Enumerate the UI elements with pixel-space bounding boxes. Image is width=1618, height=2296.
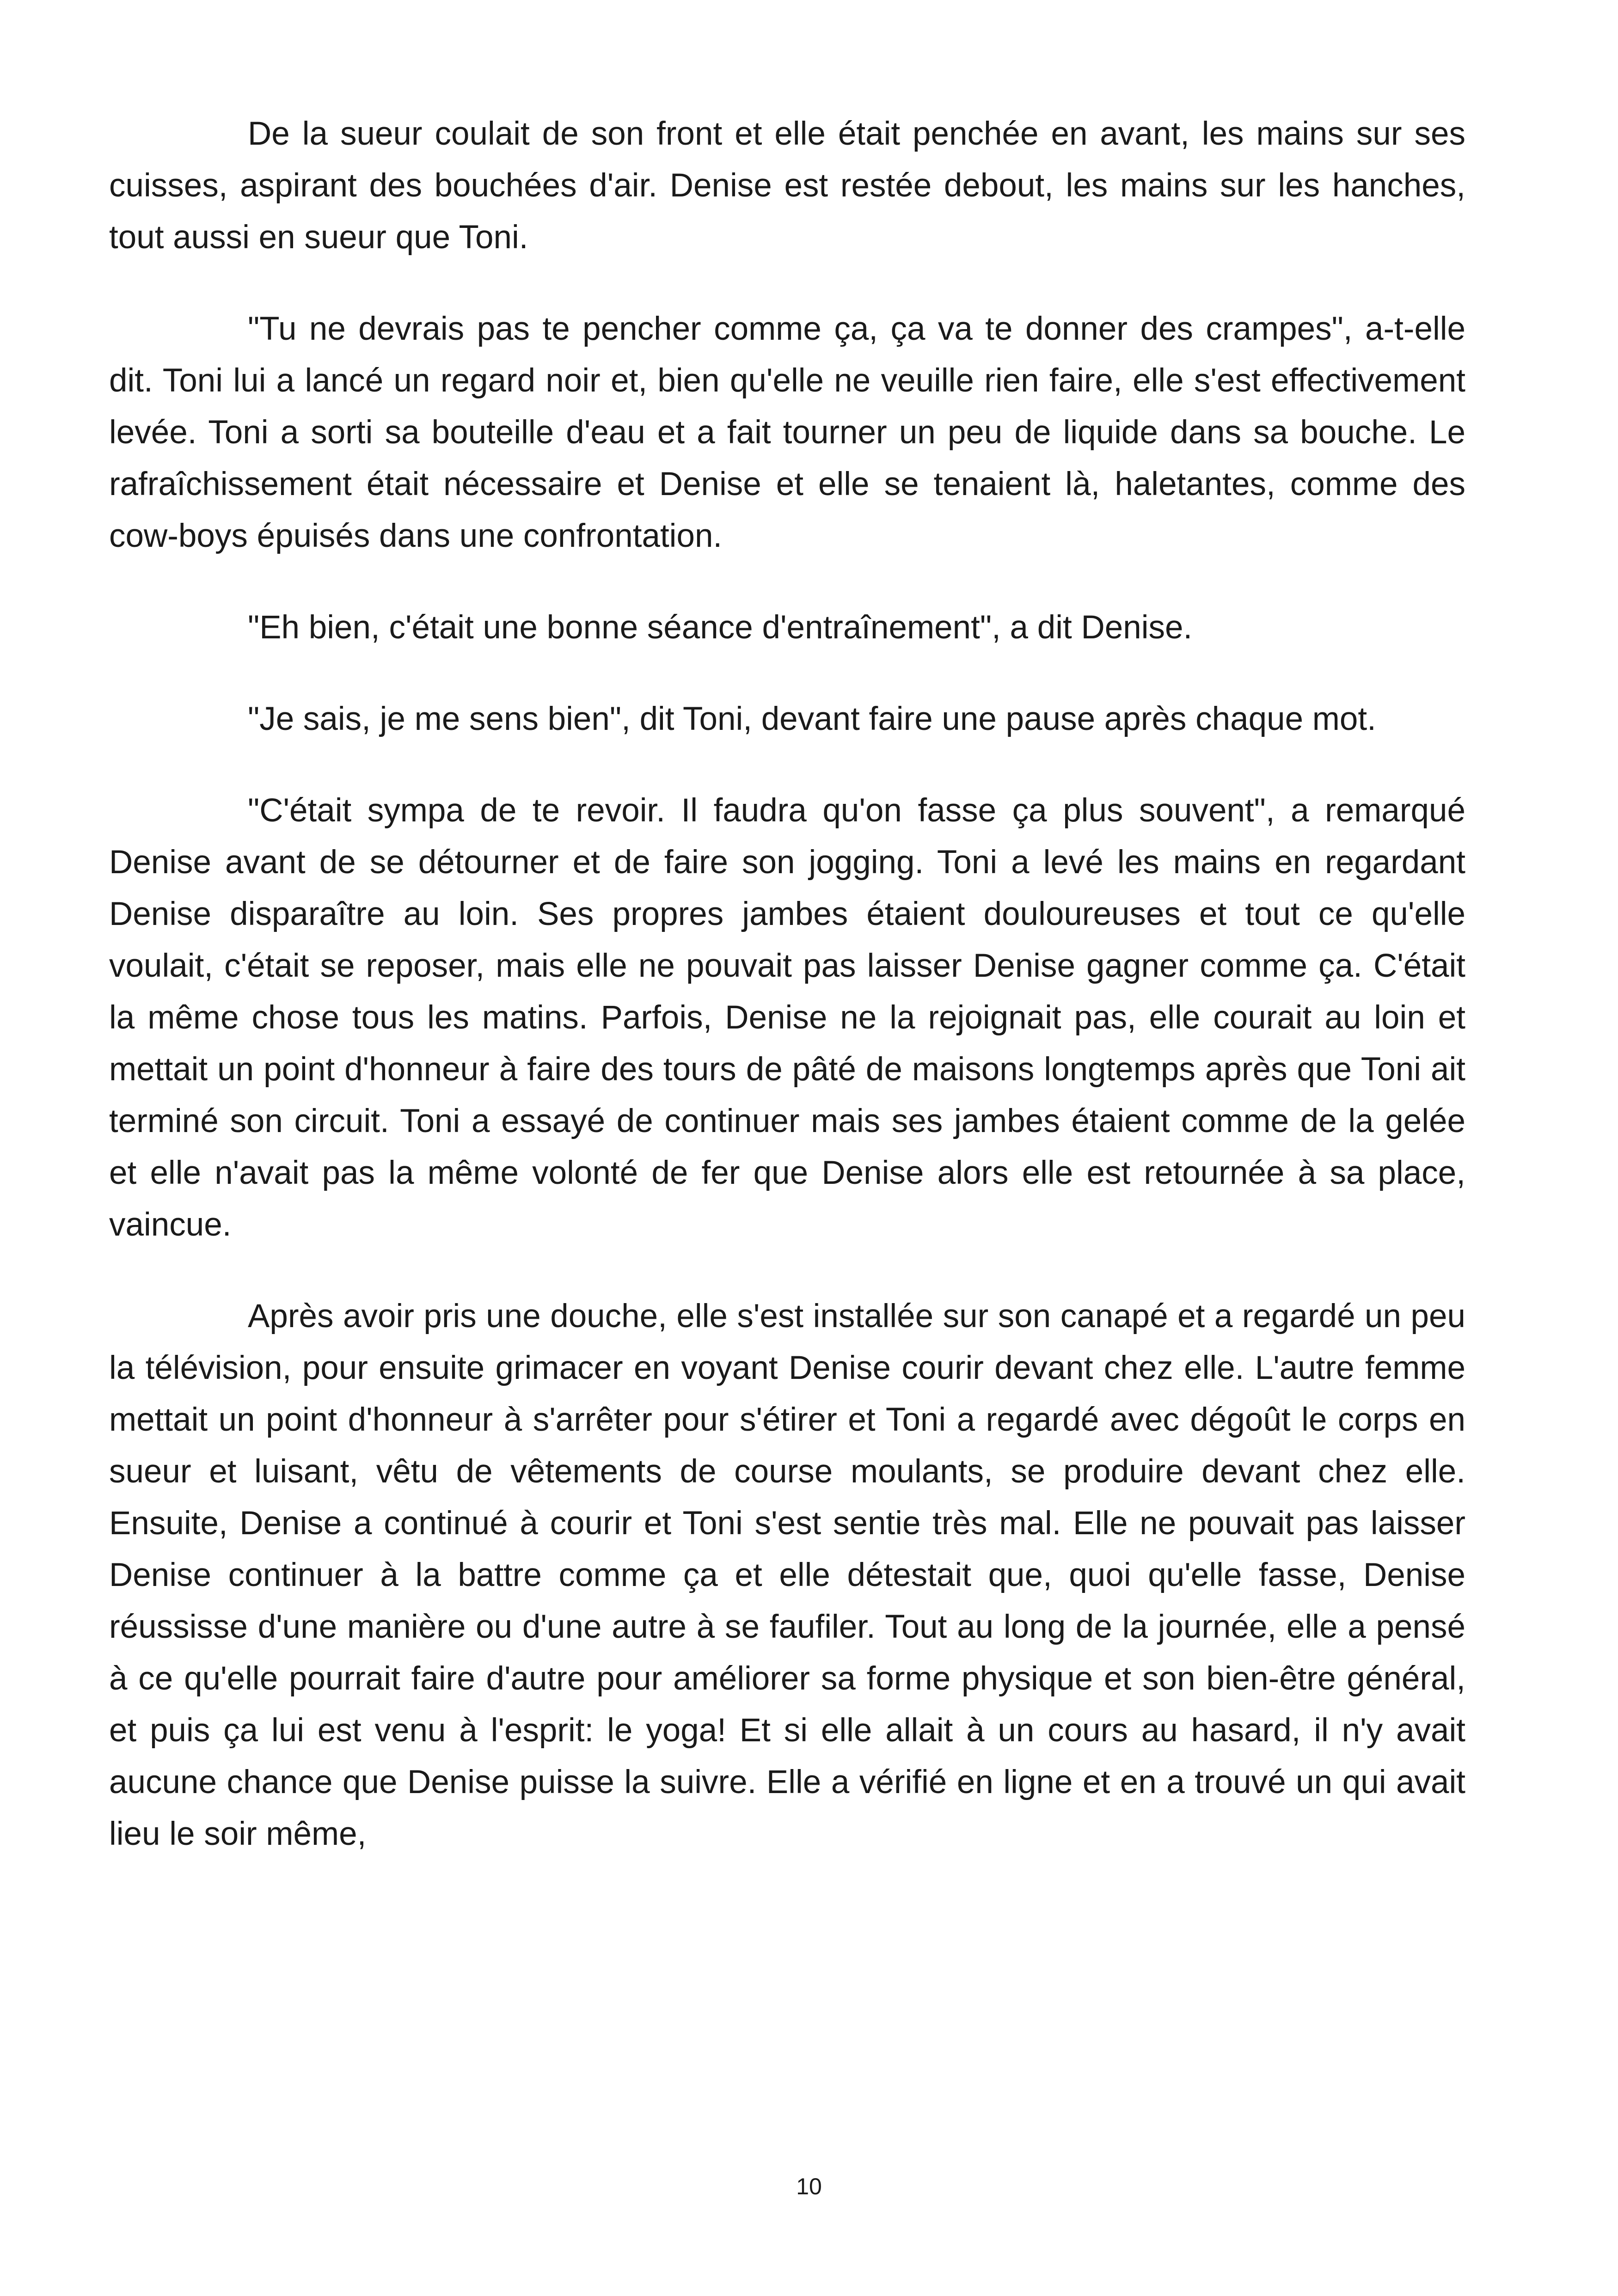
paragraph: "Eh bien, c'était une bonne séance d'entraînement", a dit Denise. (248, 609, 1193, 646)
body-text (109, 108, 1465, 1860)
paragraph: De la sueur coulait de son front et elle était penchée en avant, les mains sur ses cuisses, aspirant des bouchées d'air. Denise est restée debout, les mains sur les hanches, tout aussi en sueur que Toni. (109, 116, 1465, 256)
paragraph: Après avoir pris une douche, elle s'est installée sur son canapé et a regardé un peu la télévision, pour ensuite grimacer en voyant Denise courir devant chez elle. L'autre femme mettait un point d'honneur à s'arrêter pour s'étirer et Toni a regardé avec dégoût le corps en sueur et luisant, vêtu de vêtements de course moulants, se produire devant chez elle. Ensuite, Denise a continué à courir et Toni s'est sentie très mal. Elle ne pouvait pas laisser Denise continuer à la battre comme ça et elle détestait que, quoi qu'elle fasse, Denise réussisse d'une manière ou d'une autre à se faufiler. Tout au long de la journée, elle a pensé à ce qu'elle pourrait faire d'autre pour améliorer sa forme physique et son bien-être général, et puis ça lui est venu à l'esprit: le yoga! Et si elle allait à un cours au hasard, il n'y avait aucune chance que Denise puisse la suivre. Elle a vérifié en ligne et en a trouvé un qui avait lieu le soir même, (109, 1298, 1465, 1852)
page-number: 10 (796, 2174, 822, 2199)
paragraph: "Je sais, je me sens bien", dit Toni, devant faire une pause après chaque mot. (248, 701, 1376, 737)
paragraph: "C'était sympa de te revoir. Il faudra qu'on fasse ça plus souvent", a remarqué Denise avant de se détourner et de faire son jogging. Toni a levé les mains en regardant Denise disparaître au loin. Ses propres jambes étaient douloureuses et tout ce qu'elle voulait, c'était se reposer, mais elle ne pouvait pas laisser Denise gagner comme ça. C'était la même chose tous les matins. Parfois, Denise ne la rejoignait pas, elle courait au loin et mettait un point d'honneur à faire des tours de pâté de maisons longtemps après que Toni ait terminé son circuit. Toni a essayé de continuer mais ses jambes étaient comme de la gelée et elle n'avait pas la même volonté de fer que Denise alors elle est retournée à sa place, vaincue. (109, 792, 1465, 1243)
paragraph: "Tu ne devrais pas te pencher comme ça, ça va te donner des crampes", a-t-elle dit. Toni lui a lancé un regard noir et, bien qu'elle ne veuille rien faire, elle s'est effectivement levée. Toni a sorti sa bouteille d'eau et a fait tourner un peu de liquide dans sa bouche. Le rafraîchissement était nécessaire et Denise et elle se tenaient là, haletantes, comme des cow-boys épuisés dans une confrontation. (109, 311, 1465, 554)
